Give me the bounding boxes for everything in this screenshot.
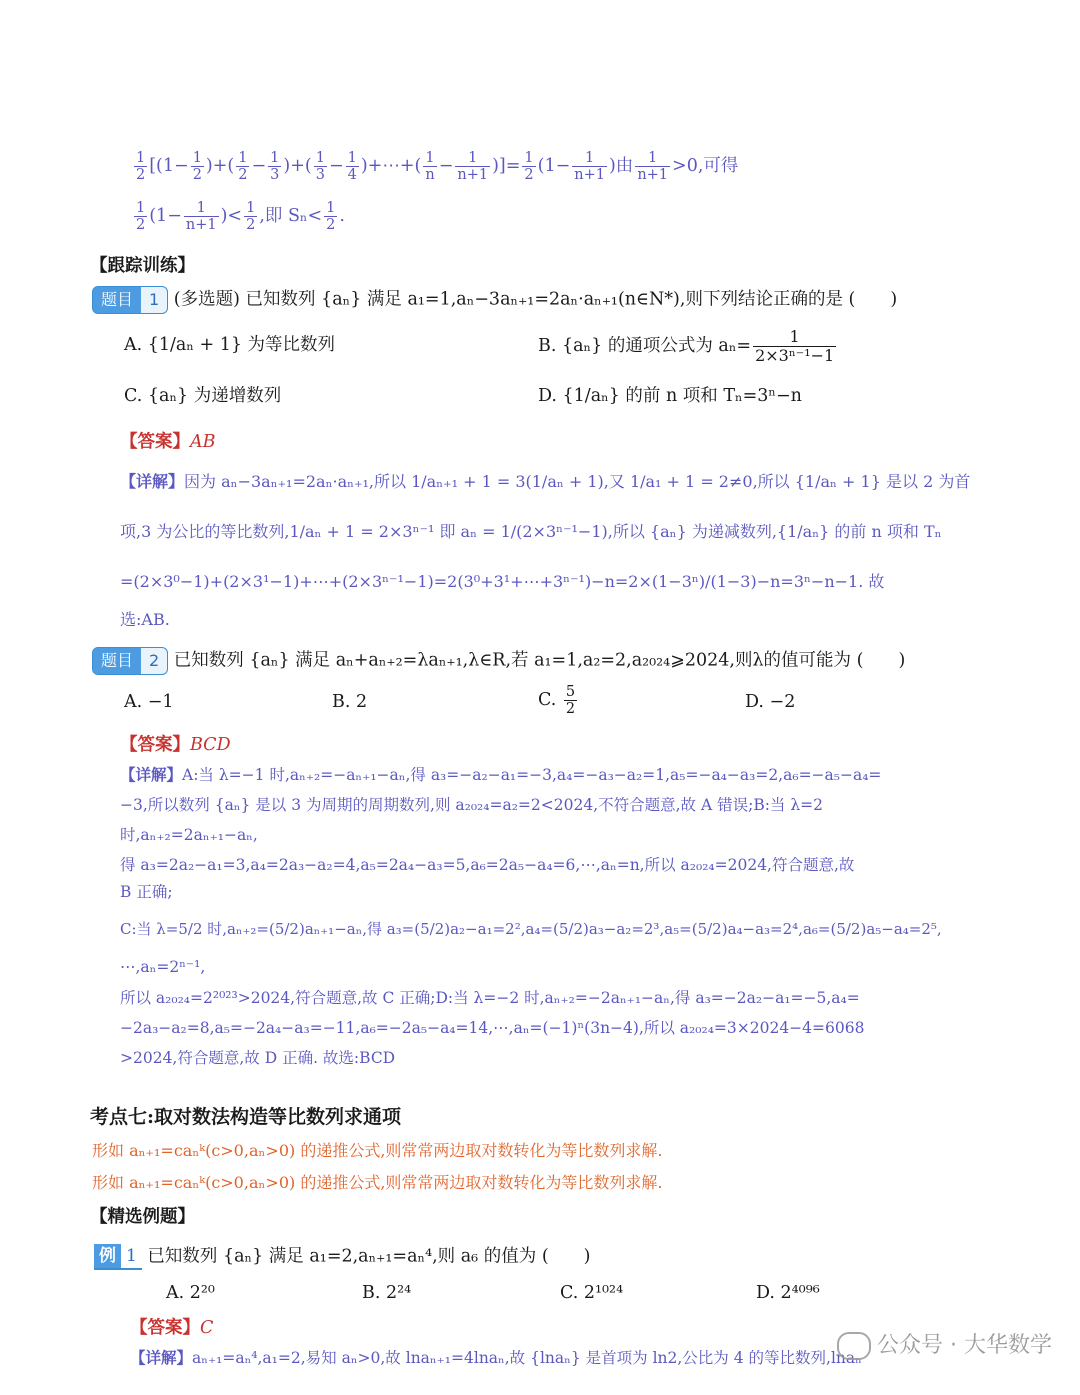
q2-detail-6: C:当 λ=5/2 时,aₙ₊₂=(5/2)aₙ₊₁−aₙ,得 a₃=(5/2)a₂−a₁=2²,a₄=(5/2)a₃−a₂=2³,a₅=(5/2)a₄−a₃=2⁴,a₆=(5/2)a₅−a₄=2⁵, <box>120 920 942 938</box>
ex1-option-a: A. 2²⁰ <box>166 1283 215 1303</box>
ex1-stem: 已知数列 {aₙ} 满足 a₁=2,aₙ₊₁=aₙ⁴,则 a₆ 的值为 ( ) <box>147 1246 591 1267</box>
intro-line-2: $\frac{1}{2}$ (1− $\frac{1}{n+1}$ )< $\frac{1}{2}$ ,即 Sₙ< $\frac{1}{2}$ . <box>136 200 345 233</box>
fraction: $\frac{1}{n}$ <box>425 150 435 183</box>
q2-detail-1: 【详解】A:当 λ=−1 时,aₙ₊₂=−aₙ₊₁−aₙ,得 a₃=−a₂−a₁=−3,a₄=−a₃−a₂=1,a₅=−a₄−a₃=2,a₆=−a₅−a₄= <box>120 765 882 784</box>
fraction: $\frac{1}{2}$ <box>238 150 248 183</box>
track-heading: 【跟踪训练】 <box>90 256 195 276</box>
fraction: $\frac{1}{2}$ <box>136 150 146 183</box>
fraction: $\frac{1}{n+1}$ <box>185 200 217 233</box>
q1-option-d: D. {1/aₙ} 的前 n 项和 Tₙ=3ⁿ−n <box>538 386 802 406</box>
ex1-answer: 【答案】C <box>130 1318 214 1338</box>
q2-option-c: C. $\frac{5}{2}$ <box>538 684 576 717</box>
section-note-2: 形如 aₙ₊₁=caₙᵏ(c>0,aₙ>0) 的递推公式,则常常两边取对数转化为等比数列求解. <box>92 1173 663 1192</box>
q2-detail-10: >2024,符合题意,故 D 正确. 故选:BCD <box>120 1049 396 1067</box>
q2-detail-2: −3,所以数列 {aₙ} 是以 3 为周期的周期数列,则 a₂₀₂₄=a₂=2<2024,不符合题意,故 A 错误;B:当 λ=2 <box>120 796 824 814</box>
question-tag: 题目 1 <box>92 286 168 314</box>
examples-heading: 【精选例题】 <box>90 1207 195 1227</box>
example-tag: 例 1 <box>94 1244 142 1270</box>
q1-option-a: A. {1/aₙ + 1} 为等比数列 <box>124 335 336 355</box>
fraction: $\frac{1}{2}$ <box>136 200 146 233</box>
q2-stem-line <box>92 647 905 675</box>
fraction: $\frac{1}{3}$ <box>315 150 325 183</box>
fraction: $\frac{1}{2}$ <box>326 200 336 233</box>
ex1-stem-line <box>94 1244 590 1270</box>
q1-answer: 【答案】AB <box>120 432 216 452</box>
q2-option-d: D. −2 <box>745 692 796 712</box>
q2-detail-7: ⋯,aₙ=2ⁿ⁻¹, <box>120 958 206 976</box>
watermark: 公众号 · 大华数学 <box>837 1328 1052 1360</box>
q2-detail-4: 得 a₃=2a₂−a₁=3,a₄=2a₃−a₂=4,a₅=2a₄−a₃=5,a₆=2a₅−a₄=6,⋯,aₙ=n,所以 a₂₀₂₄=2024,符合题意,故 <box>120 856 855 874</box>
q2-option-a: A. −1 <box>124 692 174 712</box>
ex1-option-c: C. 2¹⁰²⁴ <box>560 1283 624 1303</box>
fraction: $\frac{1}{n+1}$ <box>637 150 669 183</box>
q2-detail-3: 时,aₙ₊₂=2aₙ₊₁−aₙ, <box>120 826 258 844</box>
q2-option-b: B. 2 <box>332 692 368 712</box>
fraction: $\frac{1}{2}$ <box>246 200 256 233</box>
q2-detail-5: B 正确; <box>120 883 173 901</box>
section-note-1: 形如 aₙ₊₁=caₙᵏ(c>0,aₙ>0) 的递推公式,则常常两边取对数转化为等比数列求解. <box>92 1141 663 1160</box>
intro-line-1: $\frac{1}{2}$ [(1− $\frac{1}{2}$ )+( $\frac{1}{2}$ − $\frac{1}{3}$ )+( $\frac{1}{3}$ − $\frac{1}{4}$ )+⋯+( $\frac{1}{n}$ − $\frac{1}{n+1}$ )]= $\frac{1}{2}$ (1− $\frac{1}{n+1}$ )由 $\frac{1}{n+1}$ >0,可得 <box>136 150 739 183</box>
fraction: $\frac{1}{\text{2×3ⁿ⁻¹−1}}$ <box>755 327 835 365</box>
question-tag: 题目 2 <box>92 647 168 675</box>
fraction: $\frac{5}{2}$ <box>565 684 576 717</box>
fraction: $\frac{1}{2}$ <box>524 150 534 183</box>
fraction: $\frac{1}{n+1}$ <box>457 150 489 183</box>
fraction: $\frac{1}{n+1}$ <box>574 150 605 183</box>
wechat-icon <box>837 1332 871 1360</box>
q1-stem-line <box>92 286 897 314</box>
q2-answer: 【答案】BCD <box>120 735 231 755</box>
ex1-detail: 【详解】aₙ₊₁=aₙ⁴,a₁=2,易知 aₙ>0,故 lnaₙ₊₁=4lnaₙ,故 {lnaₙ} 是首项为 ln2,公比为 4 的等比数列,lnaₙ <box>130 1348 862 1367</box>
q2-detail-9: −2a₃−a₂=8,a₅=−2a₄−a₃=−11,a₆=−2a₅−a₄=14,⋯,aₙ=(−1)ⁿ(3n−4),所以 a₂₀₂₄=3×2024−4=6068 <box>120 1019 865 1037</box>
q2-stem: 已知数列 {aₙ} 满足 aₙ+aₙ₊₂=λaₙ₊₁,λ∈R,若 a₁=1,a₂=2,a₂₀₂₄⩾2024,则λ的值可能为 ( ) <box>173 650 906 671</box>
ex1-option-b: B. 2²⁴ <box>362 1283 412 1303</box>
q1-option-c: C. {aₙ} 为递增数列 <box>124 386 282 406</box>
q1-detail-1: 【详解】因为 aₙ−3aₙ₊₁=2aₙ·aₙ₊₁,所以 1/aₙ₊₁ + 1 = 3(1/aₙ + 1),又 1/a₁ + 1 = 2≠0,所以 {1/aₙ + 1} 是以 2 为首 <box>120 472 971 491</box>
q1-option-b: B. {aₙ} 的通项公式为 aₙ= $\frac{1}{\text{2×3ⁿ⁻¹−1}}$ <box>538 327 835 365</box>
fraction: $\frac{1}{3}$ <box>270 150 280 183</box>
q2-detail-8: 所以 a₂₀₂₄=2²⁰²³>2024,符合题意,故 C 正确;D:当 λ=−2 时,aₙ₊₂=−2aₙ₊₁−aₙ,得 a₃=−2a₂−a₁=−5,a₄= <box>120 989 860 1007</box>
fraction: $\frac{1}{2}$ <box>192 150 202 183</box>
fraction: $\frac{1}{4}$ <box>347 150 357 183</box>
q1-detail-3: =(2×3⁰−1)+(2×3¹−1)+⋯+(2×3ⁿ⁻¹−1)=2(3⁰+3¹+⋯+3ⁿ⁻¹)−n=2×(1−3ⁿ)/(1−3)−n=3ⁿ−n−1. 故 <box>120 572 885 591</box>
q1-detail-4: 选:AB. <box>120 610 170 629</box>
ex1-option-d: D. 2⁴⁰⁹⁶ <box>756 1283 820 1303</box>
q1-stem: (多选题) 已知数列 {aₙ} 满足 a₁=1,aₙ−3aₙ₊₁=2aₙ·aₙ₊₁(n∈N*),则下列结论正确的是 ( ) <box>173 289 898 310</box>
q1-detail-2: 项,3 为公比的等比数列,1/aₙ + 1 = 2×3ⁿ⁻¹ 即 aₙ = 1/(2×3ⁿ⁻¹−1),所以 {aₙ} 为递减数列,{1/aₙ} 的前 n 项和 Tₙ <box>120 522 942 541</box>
section-title: 考点七:取对数法构造等比数列求通项 <box>90 1106 402 1128</box>
